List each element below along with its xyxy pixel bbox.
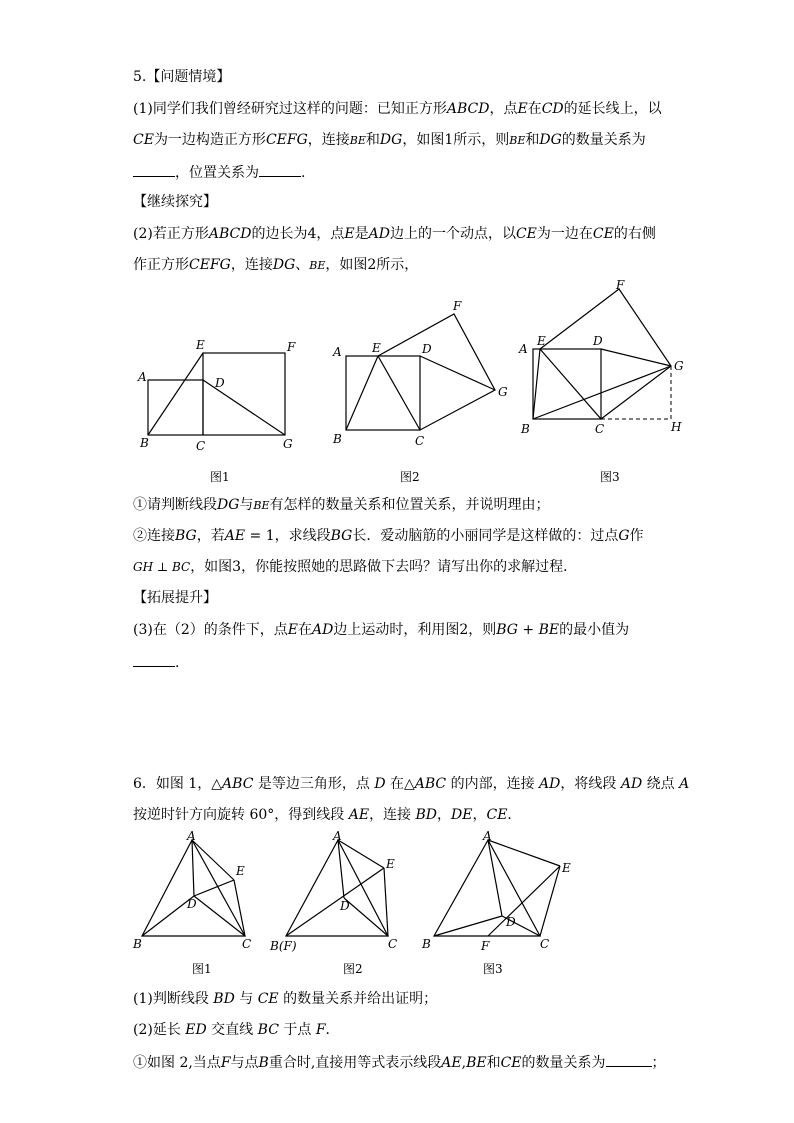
q6-figure-1-caption: 图1	[192, 962, 212, 976]
q5-header: 5.【问题情境】	[133, 69, 231, 85]
q5-figure-3	[513, 277, 693, 437]
label-e: E	[386, 857, 395, 871]
label-f: F	[616, 278, 625, 292]
label-d: D	[506, 915, 516, 929]
q5-paragraph-7: .	[133, 652, 179, 672]
q6-subquestion-2: (2)延长 ED 交直线 BC 于点 F．	[133, 1022, 340, 1038]
q5-figure-1	[130, 335, 310, 460]
q6-figure-2-caption: 图2	[343, 962, 363, 976]
label-e: E	[196, 338, 205, 352]
answer-blank-4[interactable]	[606, 1052, 652, 1067]
label-e: E	[372, 341, 381, 355]
label-d: D	[215, 376, 225, 390]
q6-figure-3-caption: 图3	[483, 962, 503, 976]
label-d: D	[593, 334, 603, 348]
q5-paragraph-3: ，位置关系为 .	[133, 162, 305, 182]
label-f: F	[453, 299, 462, 313]
label-h: H	[671, 420, 682, 434]
label-c: C	[242, 937, 252, 951]
label-c: C	[388, 937, 398, 951]
q6-subquestion-2-1: ①如图 2,当点F与点B重合时,直接用等式表示线段AE,BE和CE的数量关系为 ；	[133, 1052, 666, 1072]
label-g: G	[674, 359, 684, 373]
q5-figure-1-caption: 图1	[210, 470, 230, 484]
q6-figure-1	[130, 828, 260, 953]
label-b: B	[133, 937, 142, 951]
label-a: A	[483, 829, 492, 843]
label-e: E	[562, 861, 571, 875]
label-d: D	[340, 899, 350, 913]
q5-paragraph-1: (1)同学们我们曾经研究过这样的问题：已知正方形ABCD，点E在CD的延长线上，以	[133, 101, 662, 117]
extend-header: 【拓展提升】	[133, 590, 217, 606]
label-b: B	[521, 422, 530, 436]
continue-header: 【继续探究】	[133, 194, 217, 210]
label-f: F	[287, 340, 296, 354]
label-bf: B(F)	[270, 939, 297, 953]
label-g: G	[498, 385, 508, 399]
label-c: C	[540, 937, 550, 951]
label-d: D	[422, 342, 432, 356]
label-b: B	[333, 432, 342, 446]
q5-figure-2	[328, 298, 518, 453]
q5-subquestion-2: ②连接BG，若AE = 1，求线段BG长．爱动脑筋的小丽同学是这样做的：过点G作	[133, 528, 644, 544]
q5-subquestion-1: ①请判断线段DG与BE有怎样的数量关系和位置关系，并说明理由；	[133, 497, 550, 513]
answer-blank-1[interactable]	[133, 162, 175, 177]
label-c: C	[415, 434, 425, 448]
label-a: A	[519, 342, 528, 356]
label-f: F	[481, 939, 490, 953]
label-a: A	[138, 370, 147, 384]
answer-blank-3[interactable]	[133, 652, 175, 667]
label-c: C	[196, 439, 206, 453]
label-e: E	[236, 864, 245, 878]
label-b: B	[140, 436, 149, 450]
label-a: A	[187, 829, 196, 843]
label-c: C	[595, 422, 605, 436]
q5-paragraph-6: (3)在（2）的条件下，点E在AD边上运动时，利用图2，则BG + BE的最小值为	[133, 622, 630, 638]
q5-figure-3-caption: 图3	[600, 470, 620, 484]
q6-figure-2	[268, 828, 408, 953]
q6-line-1: 6．如图 1，△ABC 是等边三角形，点 D 在△ABC 的内部，连接 AD，将线段 AD 绕点 A	[133, 776, 690, 792]
q6-line-2: 按逆时针方向旋转 60°，得到线段 AE，连接 BD，DE，CE．	[133, 807, 522, 823]
q6-figure-3	[420, 828, 580, 958]
q5-paragraph-5: 作正方形CEFG，连接DG、BE，如图2所示，	[133, 257, 419, 273]
q5-paragraph-2: CE为一边构造正方形CEFG，连接BE和DG，如图1所示，则BE和DG的数量关系为	[133, 132, 646, 148]
label-d: D	[187, 897, 197, 911]
label-b: B	[422, 937, 431, 951]
q5-subquestion-2-cont: GH ⊥ BC，如图3，你能按照她的思路做下去吗？请写出你的求解过程．	[133, 559, 578, 575]
answer-blank-2[interactable]	[259, 162, 301, 177]
label-a: A	[333, 345, 342, 359]
label-e: E	[537, 334, 546, 348]
q5-paragraph-4: (2)若正方形ABCD的边长为4，点E是AD边上的一个动点，以CE为一边在CE的右侧	[133, 226, 656, 242]
q6-subquestion-1: (1)判断线段 BD 与 CE 的数量关系并给出证明；	[133, 991, 438, 1007]
label-g: G	[283, 437, 293, 451]
label-a: A	[333, 829, 342, 843]
q5-figure-2-caption: 图2	[400, 470, 420, 484]
